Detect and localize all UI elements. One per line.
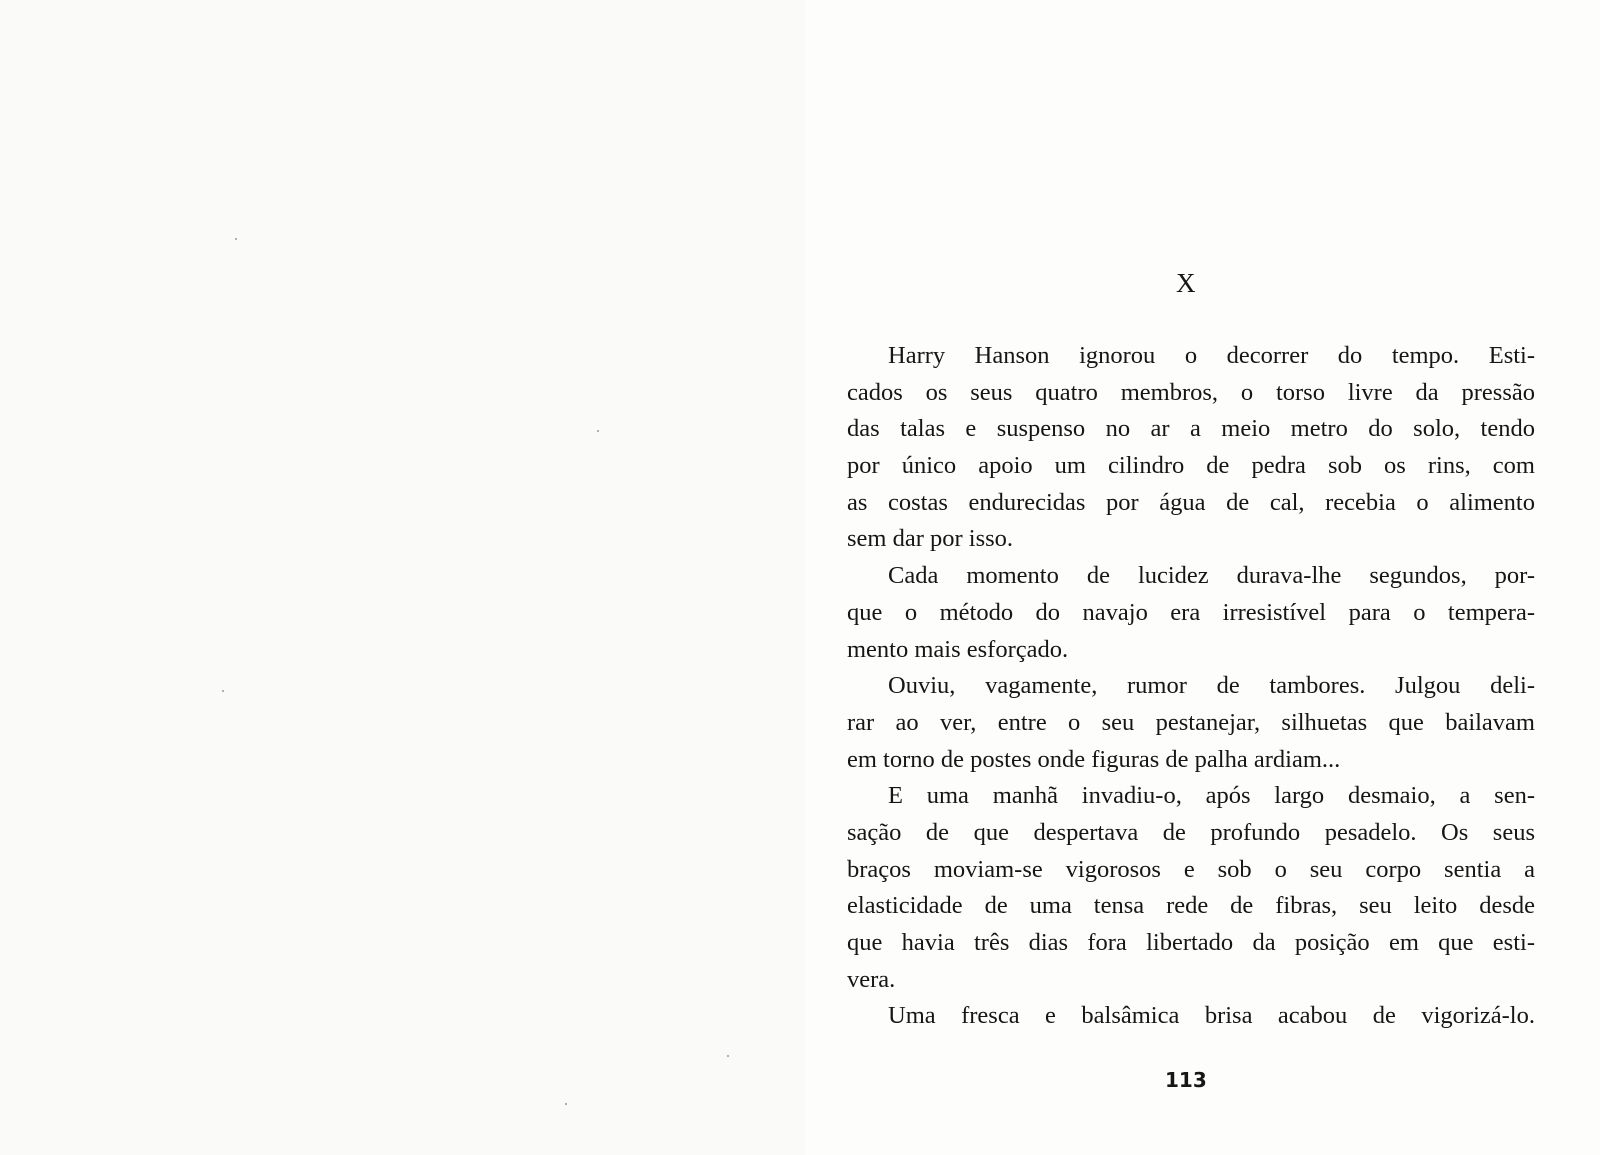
text-line: cados os seus quatro membros, o torso livre da pressão [847,378,1535,406]
text-line: Harry Hanson ignorou o decorrer do tempo. Esti- [888,342,1535,369]
text-line: sem dar por isso. [847,525,1014,553]
text-line: Cada momento de lucidez durava-lhe segundos, por- [888,562,1535,590]
text-line: em torno de postes onde figuras de palha ardiam... [847,745,1341,773]
text-line: elasticidade de uma tensa rede de fibras, seu leito desde [847,892,1535,920]
text-line: sação de que despertava de profundo pesadelo. Os seus [847,818,1535,846]
text-line: que havia três dias fora libertado da posição em que esti- [847,929,1535,956]
text-line: E uma manhã invadiu-o, após largo desmaio, a sen- [888,782,1535,810]
scan-speck [597,430,599,432]
chapter-heading: X [1176,268,1196,298]
page-number: 113 [1165,1068,1207,1092]
text-line: braços moviam-se vigorosos e sob o seu corpo sentia a [847,855,1535,883]
text-line: mento mais esforçado. [847,635,1069,663]
scan-speck [235,238,237,240]
scan-speck [727,1055,729,1057]
scan-speck [222,690,224,692]
text-line: as costas endurecidas por água de cal, recebia o alimento [847,488,1535,516]
text-line: vera. [847,965,896,993]
text-line: Ouviu, vagamente, rumor de tambores. Julgou deli- [888,672,1535,700]
text-line: Uma fresca e balsâmica brisa acabou de vigorizá-lo. [888,1002,1535,1030]
text-line: por único apoio um cilindro de pedra sob os rins, com [847,452,1535,480]
text-line: das talas e suspenso no ar a meio metro do solo, tendo [847,415,1535,443]
chapter-body-text [847,338,1535,1035]
text-line: que o método do navajo era irresistível para o tempera- [847,598,1535,626]
text-line: rar ao ver, entre o seu pestanejar, silhuetas que bailavam [847,708,1535,736]
scan-speck [565,1103,567,1105]
